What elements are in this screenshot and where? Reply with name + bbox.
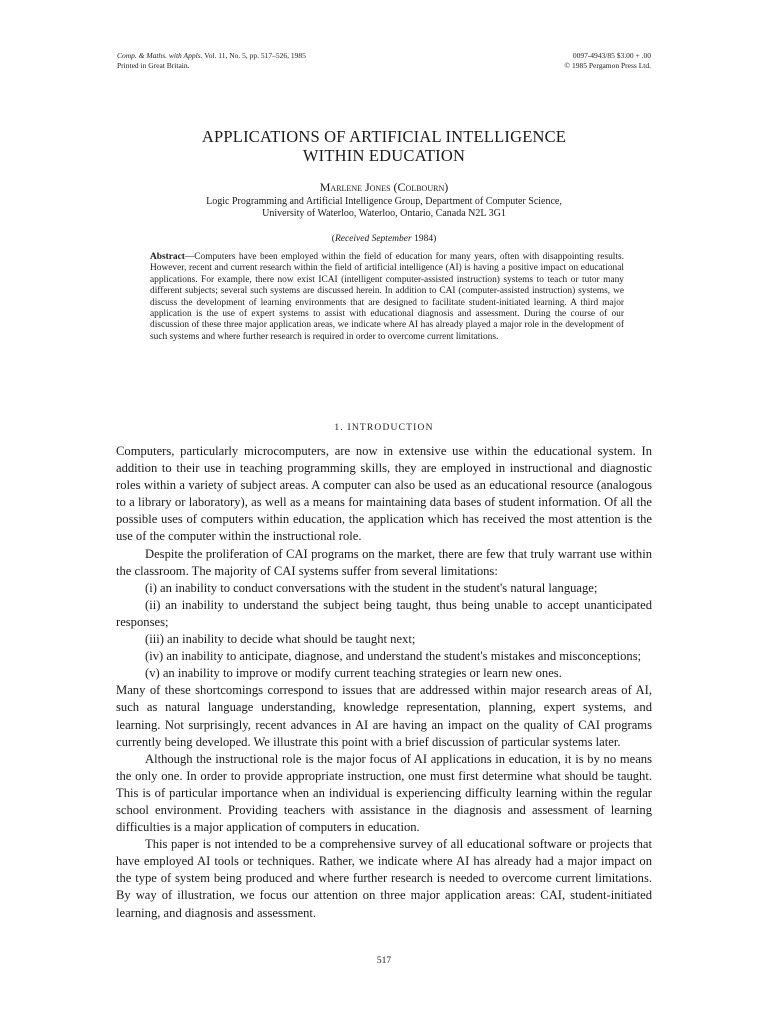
journal-header: [117, 51, 306, 71]
issn-price: 0097-4943/85 $3.00 + .00: [572, 51, 651, 60]
section-heading: 1. INTRODUCTION: [334, 423, 434, 433]
journal-citation-line: [117, 51, 306, 61]
printed-in: Printed in Great Britain.: [117, 61, 190, 70]
journal-name: Comp. & Maths. with Appls.: [117, 51, 203, 60]
paper-title: [0, 127, 768, 165]
limitation-item-3: (iii) an inability to decide what should be taught next;: [145, 632, 416, 647]
limitation-item-5: (v) an inability to improve or modify current teaching strategies or learn new ones.: [145, 666, 562, 681]
received-label: Received September: [334, 234, 412, 244]
author-name: Marlene Jones (Colbourn): [319, 180, 449, 194]
copyright-notice: © 1985 Pergamon Press Ltd.: [564, 61, 651, 70]
limitation-item-4: (iv) an inability to anticipate, diagnose, and understand the student's mistakes and misconceptions;: [145, 649, 642, 664]
affiliation-line-2: University of Waterloo, Waterloo, Ontario, Canada N2L 3G1: [262, 208, 506, 219]
publisher-header: [564, 51, 651, 71]
abstract-text: —Computers have been employed within the field of education for many years, often with disappointing results. However, recent and current research within the field of artificial intelligence (AI) is having a positive impact on educational applications. For example, there now exist ICAI (intelligent computer-assisted instruction) systems to teach or tutor many different subjects; several such systems are discussed herein. In addition to CAI (computer-assisted instruction) systems, we discuss the development of learning environments that are designed to facilitate student-initiated learning. A third major application is the use of expert systems to assist with educational diagnosis and assessment. During the course of our discussion of these three major application areas, we indicate where AI has already played a major role in the development of such systems and where further research is required in order to overcome current limitations.: [150, 252, 624, 342]
limitation-item-2: (ii) an inability to understand the subject being taught, thus being unable to accept unanticipated responses;: [116, 597, 652, 629]
paragraph-1: Computers, particularly microcomputers, are now in extensive use within the educational system. In addition to their use in teaching programming skills, they are employed in instructional and diagnostic roles within a variety of subject areas. A computer can also be used as an educational resource (analogous to a library or laboratory), as well as a means for maintaining data bases of student information. Of all the possible uses of computers within education, the application which has received the most attention is the use of the computer within the instructional role.: [116, 444, 652, 544]
paragraph-2: Despite the proliferation of CAI programs on the market, there are few that truly warrant use within the classroom. The majority of CAI systems suffer from several limitations:: [116, 546, 652, 578]
received-open: (: [331, 234, 335, 244]
body-text: [116, 443, 652, 922]
limitation-item-1: (i) an inability to conduct conversations with the student in the student's natural language;: [145, 580, 598, 595]
received-year: 1984): [411, 234, 437, 244]
author-affiliation: [0, 196, 768, 220]
received-date: [0, 233, 768, 245]
title-line-2: WITHIN EDUCATION: [302, 146, 466, 165]
paragraph-3: Many of these shortcomings correspond to issues that are addressed within major research areas of AI, such as natural language understanding, knowledge representation, planning, expert systems, and learning. Not surprisingly, recent advances in AI are having an impact on the quality of CAI programs currently being developed. We illustrate this point with a brief discussion of particular systems later.: [116, 683, 652, 749]
title-line-1: APPLICATIONS OF ARTIFICIAL INTELLIGENCE: [201, 127, 567, 146]
abstract-label: Abstract: [150, 252, 185, 262]
affiliation-line-1: Logic Programming and Artificial Intelligence Group, Department of Computer Science,: [206, 196, 562, 207]
paragraph-4: Although the instructional role is the major focus of AI applications in education, it is by no means the only one. In order to provide appropriate instruction, one must first determine what should be taught. This is of particular importance when an individual is experiencing difficulty learning within the regular school environment. Providing teachers with assistance in the diagnosis and assessment of learning difficulties is a major application of computers in education.: [116, 751, 652, 835]
paragraph-5: This paper is not intended to be a comprehensive survey of all educational software or projects that have employed AI tools or techniques. Rather, we indicate where AI has already had a major impact on the type of system being produced and where further research is needed to overcome current limitations. By way of illustration, we focus our attention on three major application areas: CAI, student-initiated learning, and diagnosis and assessment.: [116, 837, 652, 920]
journal-citation: Vol. 11, No. 5, pp. 517–526, 1985: [204, 51, 306, 60]
page-number: 517: [376, 956, 392, 966]
abstract: [150, 252, 624, 343]
